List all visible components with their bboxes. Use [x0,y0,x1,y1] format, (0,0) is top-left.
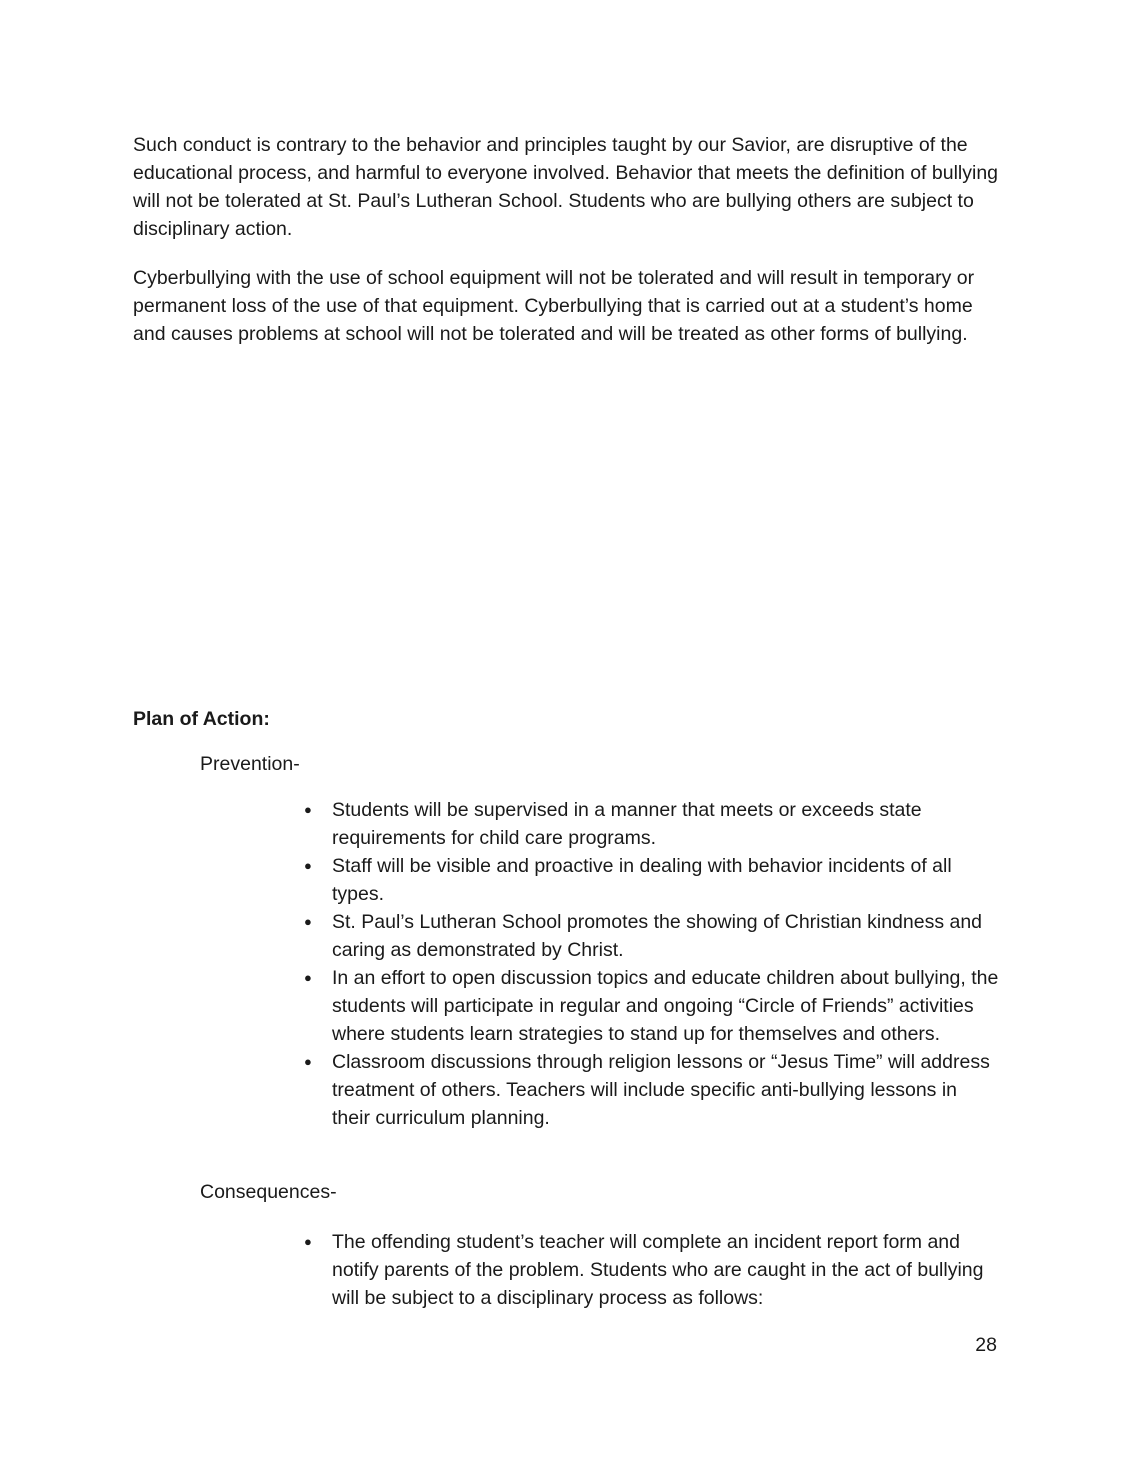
list-item [304,908,1000,964]
paragraph-cyberbullying-policy: Cyberbullying with the use of school equipment will not be tolerated and will result in temporary or permanent loss of the use of that equipment. Cyberbullying that is carried out at a student’s home and causes problems at school will not be tolerated and will be treated as other forms of bullying. [133,267,975,345]
page-number: 28 [975,1334,997,1356]
list-item-text: Staff will be visible and proactive in dealing with behavior incidents of all types. [332,855,952,905]
prevention-list [304,796,1000,1132]
bullet-icon: ● [304,1054,312,1069]
bullet-icon: ● [304,970,312,985]
list-item [304,1048,1000,1132]
list-item [304,852,1000,908]
list-item-text: St. Paul’s Lutheran School promotes the showing of Christian kindness and caring as demonstrated by Christ. [332,911,983,961]
bullet-icon: ● [304,914,312,929]
list-item [304,1228,1000,1312]
list-item-text: In an effort to open discussion topics and educate children about bullying, the students will participate in regular and ongoing “Circle of Friends” activities where students learn strategies to stand up for themselves and others. [332,967,999,1045]
list-item-text: The offending student’s teacher will complete an incident report form and notify parents of the problem. Students who are caught in the act of bullying will be subject to a disciplinary process as follows: [332,1231,984,1309]
bullet-icon: ● [304,802,312,817]
list-item [304,796,1000,852]
consequences-label: Consequences- [200,1181,337,1203]
prevention-label: Prevention- [200,753,300,775]
list-item [304,964,1000,1048]
list-item-text: Students will be supervised in a manner that meets or exceeds state requirements for child care programs. [332,799,922,849]
bullet-icon: ● [304,858,312,873]
list-item-text: Classroom discussions through religion lessons or “Jesus Time” will address treatment of others. Teachers will include specific anti-bullying lessons in their curriculum planning. [332,1051,990,1129]
paragraph-conduct-policy: Such conduct is contrary to the behavior and principles taught by our Savior, are disruptive of the educational process, and harmful to everyone involved. Behavior that meets the definition of bullying will not be tolerated at St. Paul’s Lutheran School. Students who are bullying others are subject to disciplinary action. [133,134,999,240]
bullet-icon: ● [304,1234,312,1249]
plan-of-action-heading: Plan of Action: [133,708,270,730]
consequences-list [304,1228,1000,1312]
